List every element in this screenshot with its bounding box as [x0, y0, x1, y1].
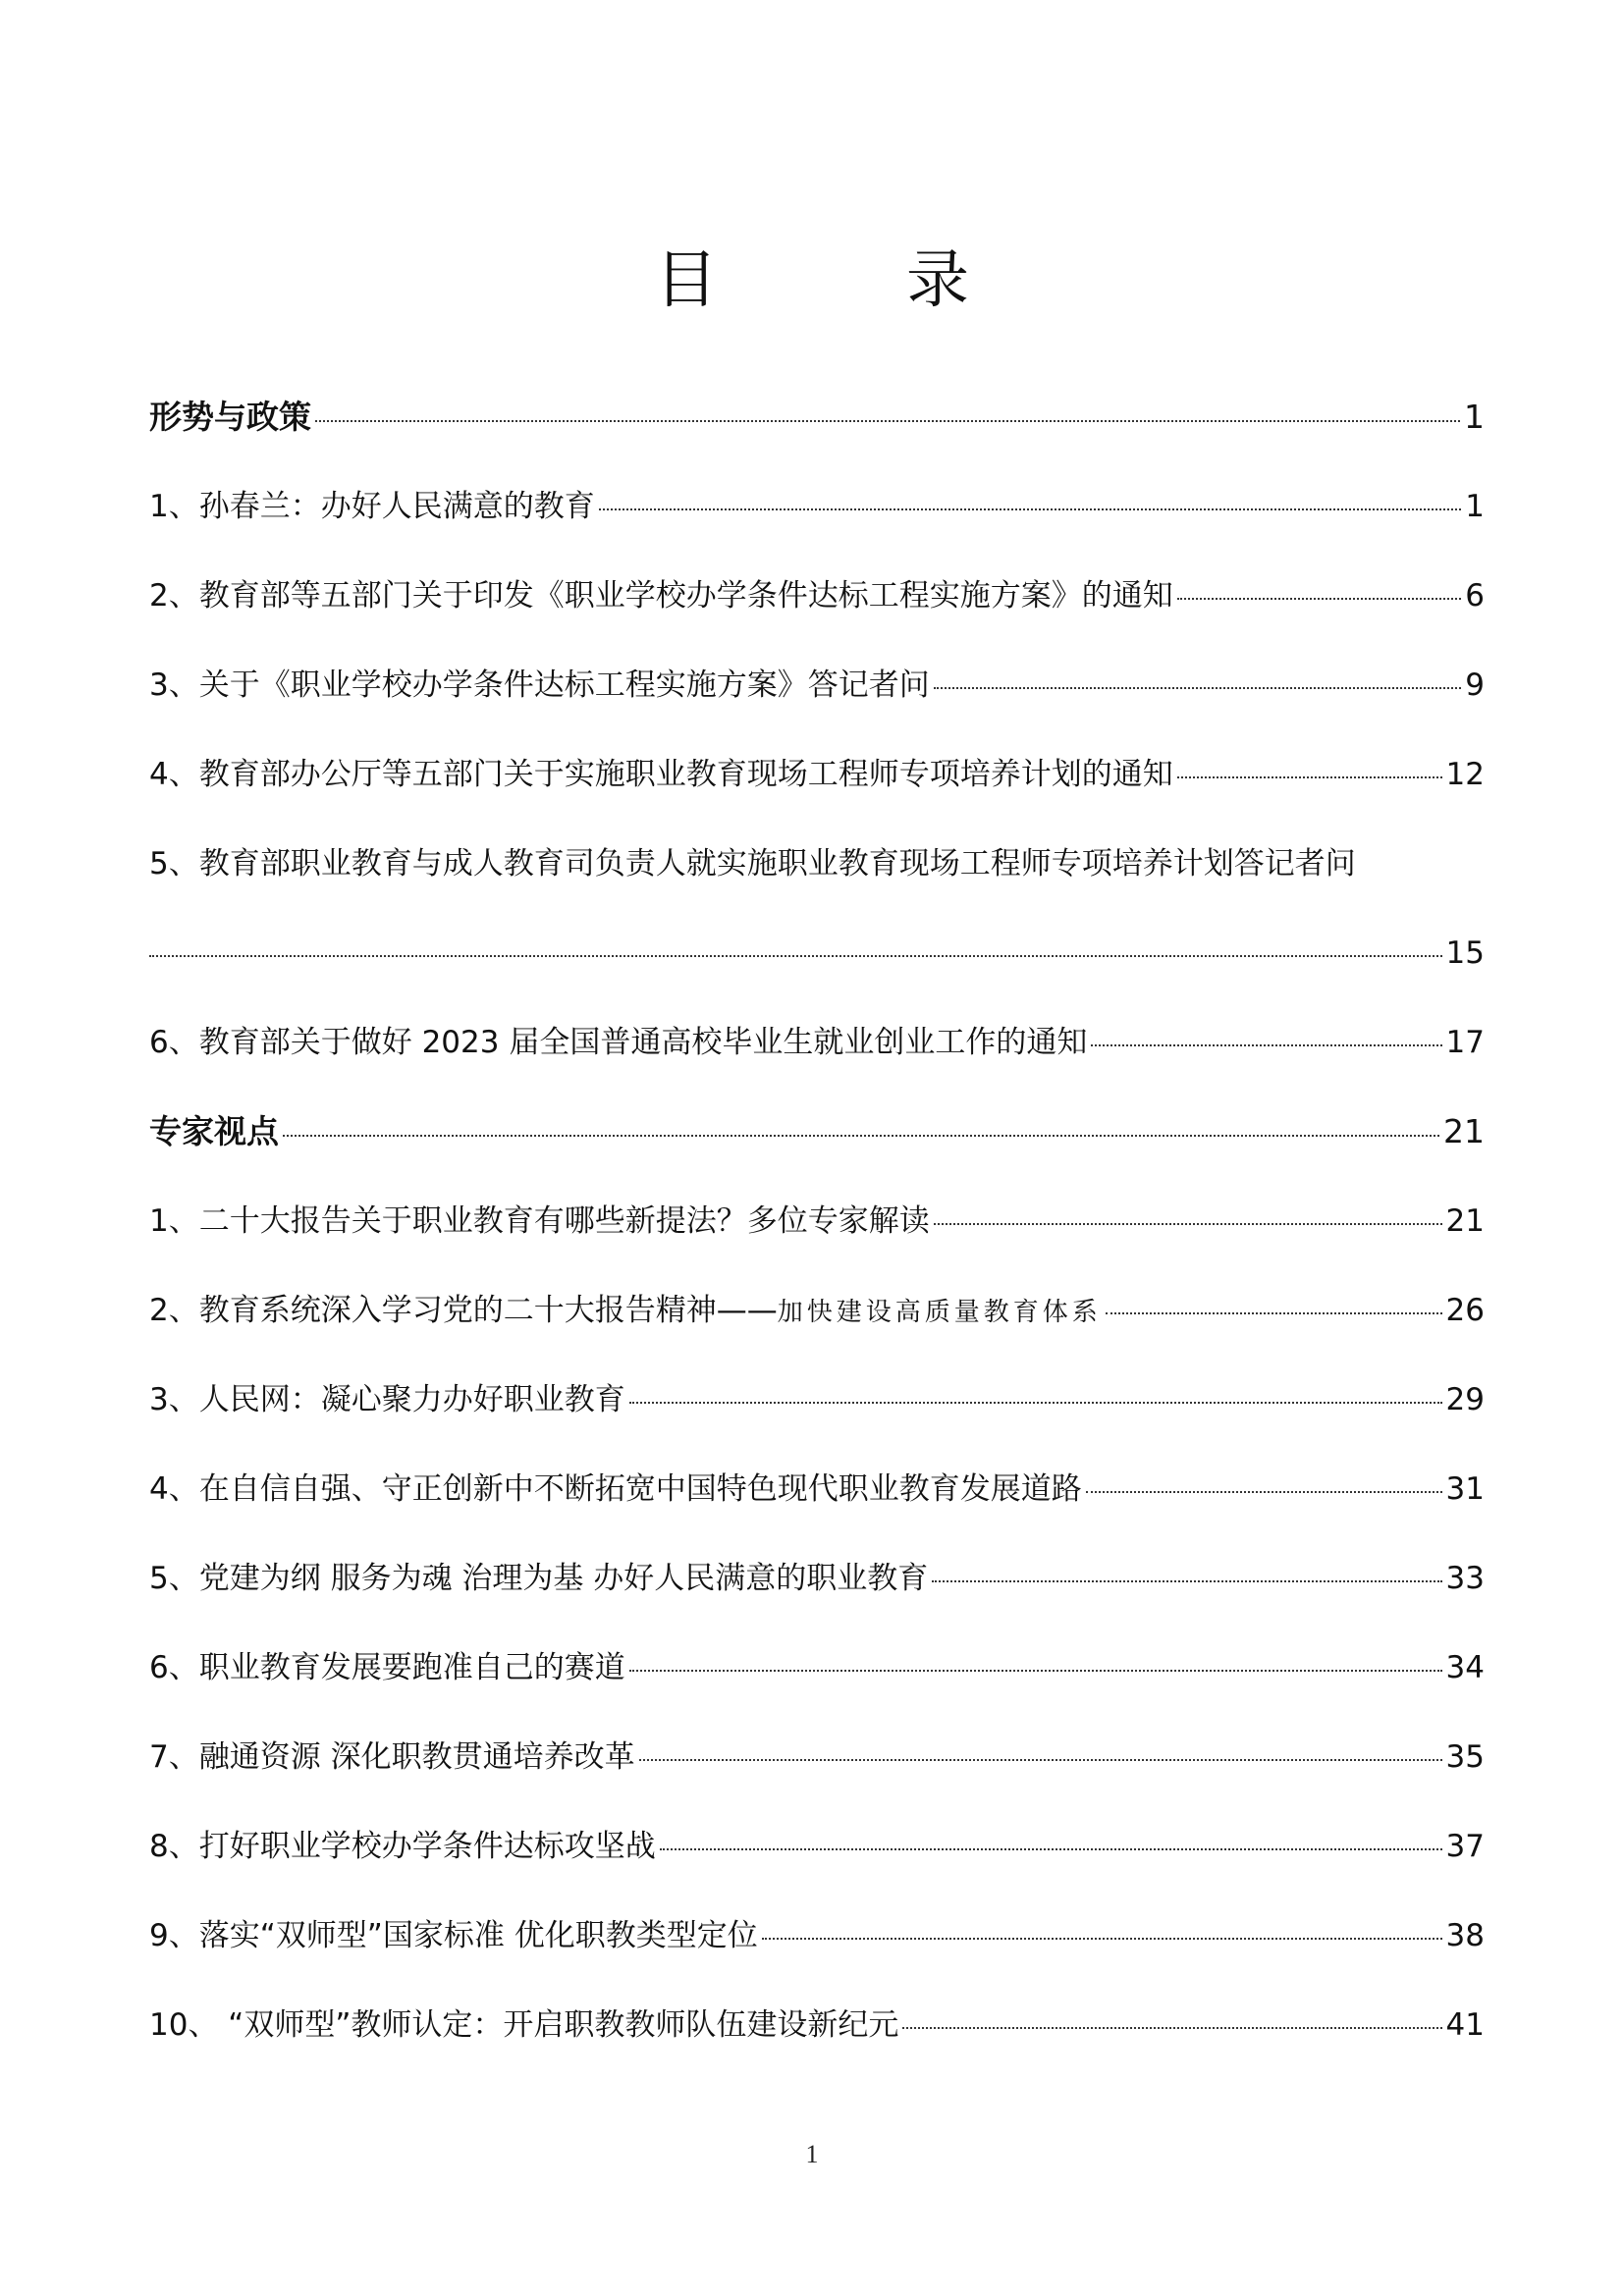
toc-item-label: 6、职业教育发展要跑准自己的赛道 [149, 1650, 625, 1685]
toc-page-number: 29 [1445, 1382, 1485, 1417]
dot-leader [902, 2027, 1441, 2029]
toc-page-number: 31 [1445, 1471, 1485, 1507]
toc-page-number: 17 [1445, 1025, 1485, 1060]
toc-page-number: 1 [1464, 398, 1485, 436]
toc-page-number: 41 [1445, 2007, 1485, 2043]
toc-page-number: 6 [1465, 578, 1485, 614]
toc-item[interactable] [149, 480, 1485, 569]
dot-leader [934, 687, 1462, 689]
dot-leader [283, 1135, 1439, 1137]
dot-leader [629, 1402, 1442, 1404]
toc-item[interactable] [149, 1016, 1485, 1105]
toc-item-label: 1、二十大报告关于职业教育有哪些新提法？多位专家解读 [149, 1203, 930, 1239]
toc-page-number: 21 [1445, 1203, 1485, 1239]
toc-item-main-title: 2、教育系统深入学习党的二十大报告精神—— [149, 1293, 778, 1328]
toc-item-label: 10、 “双师型”教师认定：开启职教教师队伍建设新纪元 [149, 2007, 899, 2043]
toc-item-label: 3、人民网：凝心聚力办好职业教育 [149, 1382, 625, 1417]
toc-item[interactable] [149, 569, 1485, 659]
toc-section-heading[interactable] [149, 1105, 1485, 1195]
toc-item[interactable] [149, 748, 1485, 837]
footer-page-number: 1 [805, 2140, 819, 2168]
dot-leader [629, 1670, 1442, 1672]
toc-item-continuation [149, 927, 1485, 1016]
toc-item[interactable] [149, 1731, 1485, 1820]
toc-page-number: 9 [1465, 667, 1485, 703]
toc-page-number: 34 [1445, 1650, 1485, 1685]
dot-leader [1086, 1491, 1442, 1493]
toc-item-label: 8、打好职业学校办学条件达标攻坚战 [149, 1829, 656, 1864]
toc-item[interactable] [149, 1909, 1485, 1999]
toc-page-number: 1 [1465, 489, 1485, 524]
dot-leader [599, 508, 1462, 510]
dot-leader [639, 1759, 1442, 1761]
toc-item-label: 5、教育部职业教育与成人教育司负责人就实施职业教育现场工程师专项培养计划答记者问 [149, 846, 1356, 881]
toc-page-number: 35 [1445, 1739, 1485, 1775]
toc-item[interactable] [149, 1195, 1485, 1284]
dot-leader [1177, 776, 1442, 778]
page-title: 目 录 [655, 244, 1032, 317]
toc-page-number: 12 [1445, 757, 1485, 792]
dot-leader [1177, 598, 1462, 600]
toc-item-wrapped[interactable] [149, 837, 1485, 1016]
toc-item[interactable] [149, 659, 1485, 748]
dot-leader [932, 1580, 1441, 1582]
toc-item[interactable] [149, 1641, 1485, 1731]
toc-page-number: 26 [1445, 1293, 1485, 1328]
toc-item-label: 1、孙春兰：办好人民满意的教育 [149, 489, 595, 524]
toc-item[interactable] [149, 1820, 1485, 1909]
dot-leader [149, 955, 1442, 957]
toc-item-label: 7、融通资源 深化职教贯通培养改革 [149, 1739, 635, 1775]
toc-item-label: 6、教育部关于做好 2023 届全国普通高校毕业生就业创业工作的通知 [149, 1025, 1088, 1060]
toc-item[interactable] [149, 1552, 1485, 1641]
toc-item[interactable] [149, 1373, 1485, 1463]
toc-section-title: 形势与政策 [149, 398, 311, 436]
toc-page-number: 15 [1445, 935, 1485, 971]
dot-leader [1091, 1044, 1441, 1046]
toc-page-number: 38 [1445, 1918, 1485, 1953]
dot-leader [315, 420, 1460, 422]
toc-item-label: 4、在自信自强、守正创新中不断拓宽中国特色现代职业教育发展道路 [149, 1471, 1082, 1507]
toc-item-subtitle: 加快建设高质量教育体系 [777, 1298, 1102, 1327]
table-of-contents [149, 391, 1485, 2088]
toc-item-label: 5、党建为纲 服务为魂 治理为基 办好人民满意的职业教育 [149, 1561, 929, 1596]
dot-leader [934, 1223, 1442, 1225]
dot-leader [1106, 1312, 1442, 1314]
toc-section-heading[interactable] [149, 391, 1485, 480]
toc-item[interactable] [149, 1999, 1485, 2088]
toc-item-label: 9、落实“双师型”国家标准 优化职教类型定位 [149, 1918, 758, 1953]
dot-leader [762, 1938, 1442, 1940]
toc-item[interactable] [149, 1463, 1485, 1552]
toc-item-label: 3、关于《职业学校办学条件达标工程实施方案》答记者问 [149, 667, 930, 703]
toc-page-number: 33 [1445, 1561, 1485, 1596]
toc-item-label [149, 1284, 1102, 1339]
toc-item-label: 4、教育部办公厅等五部门关于实施职业教育现场工程师专项培养计划的通知 [149, 757, 1173, 792]
toc-section-title: 专家视点 [149, 1112, 279, 1150]
toc-page-number: 37 [1445, 1829, 1485, 1864]
dot-leader [660, 1848, 1442, 1850]
toc-item-label: 2、教育部等五部门关于印发《职业学校办学条件达标工程实施方案》的通知 [149, 578, 1173, 614]
toc-item[interactable] [149, 1284, 1485, 1373]
toc-page-number: 21 [1443, 1112, 1485, 1150]
